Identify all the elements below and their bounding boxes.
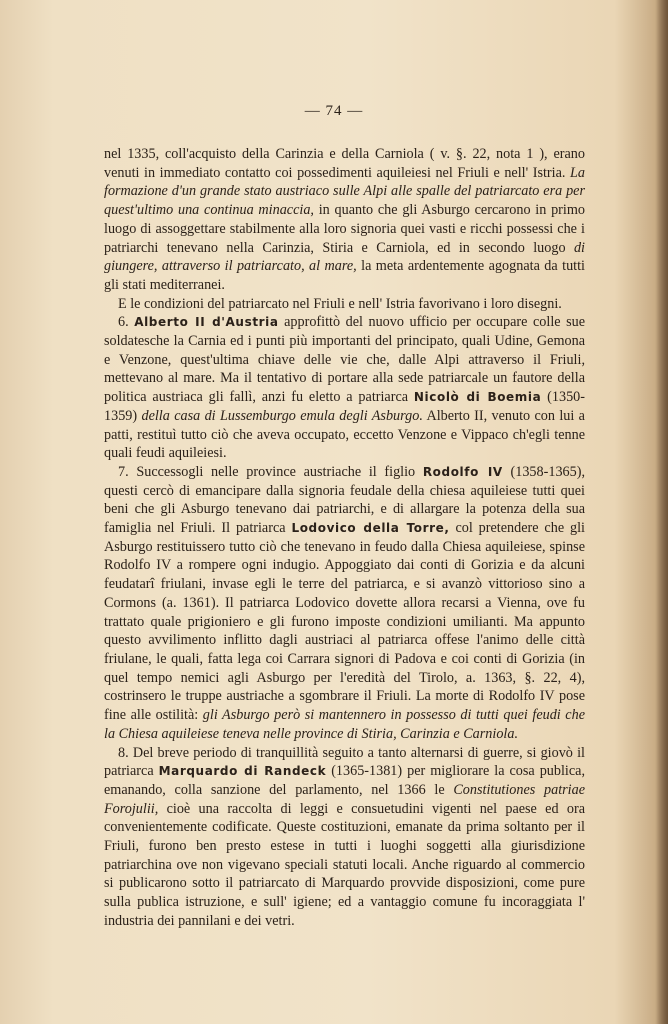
italic-text: gli Asburgo però si mantennero in possesso di tutti quei feudi che la Chiesa aquileiese teneva nelle province di Stiria, Carinzia e Carniola. xyxy=(104,707,585,742)
bold-name: Rodolfo IV xyxy=(422,464,503,479)
italic-text: La formazione d'un grande stato austriaco sulle Alpi alle spalle del patriarcato era per quest'ultimo una continua minaccia, xyxy=(104,164,585,219)
bold-name: Lodovico della Torre, xyxy=(291,521,450,536)
italic-text: di giungere, attraverso il patriarcato, al mare, xyxy=(104,239,585,275)
text-run: nel 1335, coll'acquisto della Carinzia e della Carniola ( v. §. 22, nota 1 ), erano venuti in immediato contatto coi possedimenti aquileiesi nel Friuli e nell' Istria. xyxy=(104,146,585,181)
bold-name: Marquardo di Randeck xyxy=(158,764,327,779)
text-run: la meta ardentemente agognata da tutti gli stati mediterranei. xyxy=(104,258,585,293)
text-run: cioè una raccolta di leggi e consuetudini vigenti nel paese ed ora convenientemente codificate. Queste costituzioni, emanate da prima soltanto per il Friuli, furono ben presto estese in tutti i luoghi soggetti alla giurisdizione patriarchina ove non vigevano speciali statuti locali. Anche riguardo al commercio si publicarono sotto il patriarcato di Marquardo provvide disposizioni, come pure sulla publica istruzione, e sull' igiene; ed a vantaggio comune fu incoraggiata l' industria dei pannilani e dei vetri. xyxy=(104,800,585,929)
italic-text: della casa di Lussemburgo emula degli Asburgo. xyxy=(141,407,423,424)
bold-name: Alberto II d'Austria xyxy=(134,315,279,330)
text-run: (1358-1365), questi cercò di emancipare dalla signoria feudale della chiesa aquileiese tutti quei beni che gli Asburgo tenevano dai patriarchi, e di allargare la potenza della sua famiglia nel Friuli. Il patriarca xyxy=(104,463,585,537)
text-run: 7. Successogli nelle province austriache il figlio xyxy=(118,463,423,480)
text-run: 8. Del breve periodo di tranquillità seguito a tanto alternarsi di guerre, si giovò il patriarca xyxy=(104,744,585,780)
text-run: Alberto II, venuto con lui a patti, restituì tutto ciò che aveva occupato, eccetto Venzone e Vippaco ch'egli tenne quali feudi aquileiesi. xyxy=(104,407,585,462)
text-run: 6. xyxy=(118,314,135,331)
page-number: — 74 — xyxy=(304,103,364,119)
italic-text: Constitutiones patriae Forojulii, xyxy=(104,781,585,817)
text-run: (1365-1381) per migliorare la cosa publica, emanando, colla sanzione del parlamento, nel 1366 le xyxy=(104,763,586,798)
body-text xyxy=(104,145,585,931)
text-run: E le condizioni del patriarcato nel Friuli e nell' Istria favorivano i loro disegni. xyxy=(118,295,562,312)
paragraph xyxy=(104,145,585,295)
bold-name: Nicolò di Boemia xyxy=(413,390,542,405)
text-run: (1350-1359) xyxy=(104,389,585,424)
text-run: in quanto che gli Asburgo cercarono in primo luogo di assoggettare stabilmente alla loro signoria quei vasti e ricchi possessi che i patriarchi tenevano nella Carinzia, Stiria e Carniola, ed in secondo luogo xyxy=(104,202,585,256)
paragraph xyxy=(104,744,585,931)
text-run: col pretendere che gli Asburgo restituissero tutto ciò che tenevano in feudo dalla Chiesa aquileiese, spinse Rodolfo IV a rompere ogni indugio. Appoggiato dai conti di Gorizia e da alcuni feudatarî friulani, invase egli le terre del patriarca, e si avanzò vittorioso sino a Cormons (a. 1361). Il patriarca Lodovico dovette allora recarsi a Vienna, ove fu trattato quale prigioniero e gli furono imposte condizioni umilianti. Ma appunto questo avvilimento inflitto dagli austriaci al patriarca offese l'animo delle città friulane, le quali, fatta lega coi Carrara signori di Padova e coi conti di Gorizia (in quel tempo nemici agli Asburgo per l'eredità del Tirolo, a. 1363, §. 22, 4), costrinsero le truppe austriache a sgombrare il Friuli. La morte di Rodolfo IV pose fine alle ostilità: xyxy=(104,520,585,724)
paragraph xyxy=(104,295,585,314)
text-run: approfittò del nuovo ufficio per occupare colle sue soldatesche la Carnia ed i punti più importanti del principato, quali Udine, Gemona e Venzone, quest'ultima chiave delle vie che, dalle Alpi attraverso il Friuli, mettevano al mare. Ma il tentativo di portare alla sede patriarcale un fautore della politica austriaca gli fallì, anzi fu eletto a patriarca xyxy=(104,314,586,406)
paragraph xyxy=(104,313,585,463)
paragraph xyxy=(104,463,585,744)
